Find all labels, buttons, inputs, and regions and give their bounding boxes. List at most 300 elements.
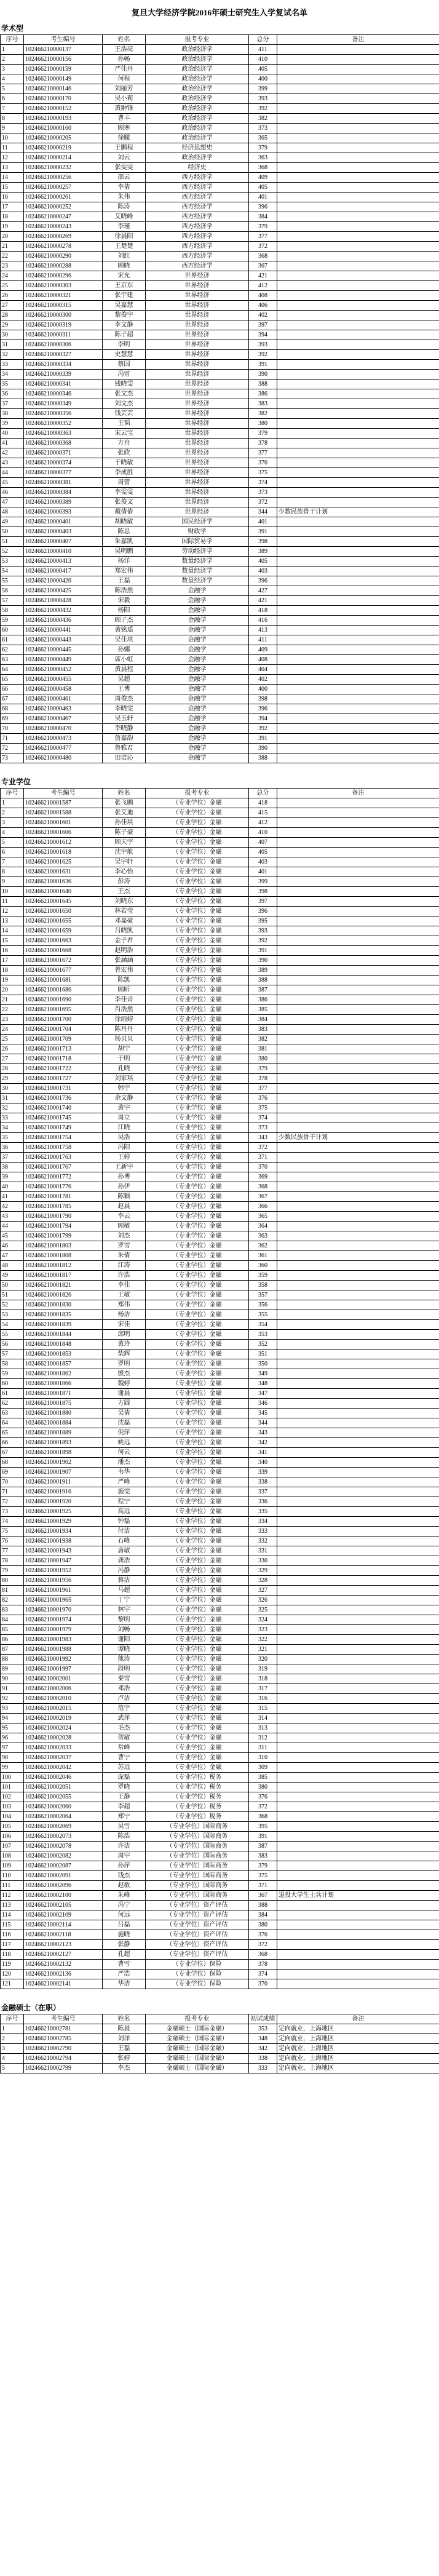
cell-major: （专业学位）金融: [146, 1733, 249, 1743]
cell-major: 金融学: [146, 645, 249, 655]
cell-major: （专业学位）金融: [146, 1123, 249, 1133]
table-row: [1, 419, 439, 429]
cell-major: 政治经济学: [146, 114, 249, 124]
cell-major: （专业学位）金融: [146, 1202, 249, 1212]
table-row: [1, 1802, 439, 1812]
cell-score: 353: [249, 2024, 277, 2034]
header-name: 姓名: [103, 35, 146, 45]
cell-exam-id: 102466210002091: [24, 1871, 103, 1881]
roster-table: [0, 788, 439, 1989]
cell-index: 98: [1, 1753, 24, 1763]
cell-exam-id: 102466210002141: [24, 1979, 103, 1989]
cell-score: 332: [249, 1536, 277, 1546]
table-row: [1, 1133, 439, 1143]
cell-score: 409: [249, 173, 277, 183]
table-row: [1, 1743, 439, 1753]
cell-exam-id: 102466210002024: [24, 1723, 103, 1733]
cell-index: 69: [1, 714, 24, 724]
cell-name: 刘云: [103, 153, 146, 163]
cell-major: （专业学位）金融: [146, 1064, 249, 1074]
cell-name: 潘杰: [103, 1458, 146, 1468]
cell-remark: [277, 399, 439, 409]
cell-name: 余文静: [103, 1094, 146, 1103]
document-title: 复旦大学经济学院2016年硕士研究生入学复试名单: [131, 8, 307, 17]
cell-remark: [277, 936, 439, 946]
table-row: [1, 2044, 439, 2054]
cell-remark: [277, 956, 439, 966]
cell-remark: [277, 1753, 439, 1763]
cell-name: 朱伟: [103, 193, 146, 202]
table-row: [1, 498, 439, 507]
cell-exam-id: 102466210002015: [24, 1704, 103, 1714]
cell-major: （专业学位）金融: [146, 1212, 249, 1222]
cell-exam-id: 102466210001668: [24, 946, 103, 956]
cell-index: 77: [1, 1546, 24, 1556]
cell-remark: [277, 1438, 439, 1448]
cell-index: 18: [1, 966, 24, 976]
cell-name: 王婷: [103, 1153, 146, 1163]
table-row: [1, 1477, 439, 1487]
cell-remark: [277, 1192, 439, 1202]
cell-major: 数量经济学: [146, 576, 249, 586]
cell-index: 47: [1, 498, 24, 507]
cell-name: 吴倩: [103, 1409, 146, 1418]
cell-remark: [277, 1143, 439, 1153]
cell-index: 27: [1, 301, 24, 311]
cell-index: 45: [1, 1231, 24, 1241]
cell-score: 411: [249, 45, 277, 55]
cell-name: 王博: [103, 685, 146, 694]
cell-exam-id: 102466210002087: [24, 1861, 103, 1871]
table-row: [1, 163, 439, 173]
cell-exam-id: 102466210001839: [24, 1320, 103, 1330]
cell-name: 范宇: [103, 1704, 146, 1714]
cell-major: （专业学位）国际商务: [146, 1851, 249, 1861]
cell-major: 政治经济学: [146, 45, 249, 55]
cell-major: （专业学位）金融: [146, 1586, 249, 1596]
cell-index: 64: [1, 665, 24, 675]
table-row: [1, 936, 439, 946]
cell-name: 罗晓: [103, 1783, 146, 1792]
cell-major: （专业学位）资产评估: [146, 1940, 249, 1950]
cell-remark: [277, 1340, 439, 1350]
cell-score: 355: [249, 1310, 277, 1320]
cell-major: （专业学位）金融: [146, 1428, 249, 1438]
cell-remark: [277, 867, 439, 877]
cell-index: 99: [1, 1763, 24, 1773]
cell-score: 391: [249, 734, 277, 744]
cell-remark: [277, 1428, 439, 1438]
cell-index: 113: [1, 1901, 24, 1910]
cell-remark: [277, 1310, 439, 1320]
cell-remark: [277, 857, 439, 867]
cell-remark: [277, 360, 439, 370]
cell-remark: [277, 1330, 439, 1340]
cell-remark: [277, 1684, 439, 1694]
cell-index: 40: [1, 429, 24, 439]
cell-major: （专业学位）金融: [146, 1231, 249, 1241]
cell-major: （专业学位）金融: [146, 1094, 249, 1103]
cell-remark: [277, 1468, 439, 1477]
cell-major: （专业学位）金融: [146, 1350, 249, 1359]
cell-major: 政治经济学: [146, 124, 249, 133]
cell-exam-id: 102466210000319: [24, 320, 103, 330]
cell-name: 赵敏: [103, 1881, 146, 1891]
cell-major: （专业学位）金融: [146, 1763, 249, 1773]
cell-index: 6: [1, 94, 24, 104]
cell-remark: 定向就业，上海地区: [277, 2064, 439, 2073]
cell-index: 34: [1, 1123, 24, 1133]
table-row: [1, 389, 439, 399]
table-row: [1, 1723, 439, 1733]
header-score: 总分: [249, 35, 277, 45]
cell-index: 109: [1, 1861, 24, 1871]
cell-major: 数量经济学: [146, 566, 249, 576]
cell-exam-id: 102466210000463: [24, 704, 103, 714]
cell-name: 王杰: [103, 887, 146, 897]
cell-major: （专业学位）金融: [146, 1271, 249, 1281]
header-remark: 备注: [277, 2014, 439, 2024]
cell-score: 396: [249, 576, 277, 586]
cell-name: 宋佳: [103, 1320, 146, 1330]
cell-name: 詹嘉韵: [103, 734, 146, 744]
cell-name: 钱晓雯: [103, 380, 146, 389]
table-row: [1, 1763, 439, 1773]
cell-remark: [277, 1586, 439, 1596]
table-row: [1, 818, 439, 828]
cell-remark: [277, 1290, 439, 1300]
table-row: [1, 1064, 439, 1074]
cell-score: 392: [249, 104, 277, 114]
cell-name: 程宁: [103, 1497, 146, 1507]
cell-major: 世界经济: [146, 291, 249, 301]
cell-name: 孙娜: [103, 645, 146, 655]
cell-index: 90: [1, 1674, 24, 1684]
cell-name: 宋毅: [103, 596, 146, 606]
cell-exam-id: 102466210000339: [24, 370, 103, 380]
cell-exam-id: 102466210000417: [24, 566, 103, 576]
cell-major: （专业学位）金融: [146, 1340, 249, 1350]
cell-score: 384: [249, 1015, 277, 1025]
cell-name: 钟磊: [103, 1517, 146, 1527]
cell-score: 382: [249, 114, 277, 124]
cell-major: 世界经济: [146, 311, 249, 320]
cell-major: （专业学位）金融: [146, 1694, 249, 1704]
cell-index: 23: [1, 1015, 24, 1025]
table-row: [1, 202, 439, 212]
cell-major: （专业学位）金融: [146, 897, 249, 907]
table-row: [1, 1851, 439, 1861]
cell-score: 363: [249, 153, 277, 163]
cell-name: 柴辉: [103, 1350, 146, 1359]
cell-exam-id: 102466210001911: [24, 1477, 103, 1487]
cell-index: 10: [1, 887, 24, 897]
cell-remark: [277, 1901, 439, 1910]
cell-remark: [277, 635, 439, 645]
cell-remark: [277, 173, 439, 183]
cell-score: 380: [249, 1920, 277, 1930]
cell-major: 西方经济学: [146, 173, 249, 183]
cell-name: 黄宇: [103, 1103, 146, 1113]
cell-remark: [277, 808, 439, 818]
cell-name: 韦华: [103, 1468, 146, 1477]
cell-remark: [277, 193, 439, 202]
cell-index: 62: [1, 1399, 24, 1409]
section-spacer: [0, 763, 439, 773]
cell-name: 李杰: [103, 2064, 146, 2073]
cell-score: 390: [249, 956, 277, 966]
cell-index: 2: [1, 55, 24, 65]
cell-remark: [277, 1123, 439, 1133]
cell-index: 21: [1, 242, 24, 252]
cell-score: 361: [249, 1251, 277, 1261]
cell-index: 75: [1, 1527, 24, 1536]
cell-exam-id: 102466210002096: [24, 1881, 103, 1891]
cell-major: 西方经济学: [146, 212, 249, 222]
cell-major: 世界经济: [146, 478, 249, 488]
table-row: [1, 1527, 439, 1536]
cell-name: 段明: [103, 1664, 146, 1674]
cell-name: 吕磊: [103, 1920, 146, 1930]
cell-score: 410: [249, 55, 277, 65]
cell-index: 80: [1, 1576, 24, 1586]
table-row: [1, 84, 439, 94]
cell-name: 陈凯: [103, 976, 146, 985]
cell-name: 刘家琪: [103, 1074, 146, 1084]
cell-name: 钱芸芸: [103, 409, 146, 419]
cell-name: 胡宁: [103, 1044, 146, 1054]
cell-name: 熊涛: [103, 1655, 146, 1664]
cell-major: （专业学位）金融: [146, 1379, 249, 1389]
cell-score: 341: [249, 1448, 277, 1458]
cell-remark: [277, 897, 439, 907]
cell-exam-id: 102466210001947: [24, 1556, 103, 1566]
cell-exam-id: 102466210002082: [24, 1851, 103, 1861]
cell-major: （专业学位）金融: [146, 1044, 249, 1054]
cell-score: 348: [249, 1379, 277, 1389]
table-row: [1, 1153, 439, 1163]
cell-score: 365: [249, 1212, 277, 1222]
cell-exam-id: 102466210001875: [24, 1399, 103, 1409]
cell-index: 33: [1, 1113, 24, 1123]
header-index: 序号: [1, 2014, 24, 2024]
cell-score: 389: [249, 547, 277, 557]
cell-name: 刘晓东: [103, 897, 146, 907]
cell-remark: [277, 133, 439, 143]
cell-name: 周蕾: [103, 478, 146, 488]
table-row: [1, 1222, 439, 1231]
cell-major: 世界经济: [146, 340, 249, 350]
cell-score: 369: [249, 1172, 277, 1182]
table-row: [1, 1901, 439, 1910]
cell-remark: [277, 1497, 439, 1507]
cell-name: 顾子杰: [103, 616, 146, 626]
cell-index: 50: [1, 1281, 24, 1290]
cell-name: 陈晨: [103, 2024, 146, 2034]
cell-major: （专业学位）资产评估: [146, 1920, 249, 1930]
cell-exam-id: 102466210000137: [24, 45, 103, 55]
cell-major: （专业学位）金融: [146, 1645, 249, 1655]
cell-index: 108: [1, 1851, 24, 1861]
cell-index: 61: [1, 1389, 24, 1399]
table-row: [1, 527, 439, 537]
cell-index: 27: [1, 1054, 24, 1064]
cell-remark: [277, 1113, 439, 1123]
cell-index: 88: [1, 1655, 24, 1664]
cell-score: 373: [249, 124, 277, 133]
table-row: [1, 985, 439, 995]
cell-major: 世界经济: [146, 360, 249, 370]
cell-remark: [277, 468, 439, 478]
cell-remark: [277, 1733, 439, 1743]
cell-major: （专业学位）国际商务: [146, 1891, 249, 1901]
cell-index: 31: [1, 340, 24, 350]
cell-name: 孙博: [103, 1172, 146, 1182]
cell-major: （专业学位）金融: [146, 1074, 249, 1084]
cell-index: 2: [1, 808, 24, 818]
cell-major: （专业学位）金融: [146, 1418, 249, 1428]
cell-name: 卢洁: [103, 1694, 146, 1704]
cell-exam-id: 102466210001631: [24, 867, 103, 877]
cell-major: 世界经济: [146, 498, 249, 507]
cell-major: 金融学: [146, 694, 249, 704]
cell-score: 376: [249, 458, 277, 468]
table-row: [1, 655, 439, 665]
cell-remark: [277, 350, 439, 360]
cell-exam-id: 102466210000256: [24, 173, 103, 183]
table-row: [1, 1123, 439, 1133]
cell-remark: [277, 1812, 439, 1822]
cell-score: 411: [249, 635, 277, 645]
cell-score: 394: [249, 330, 277, 340]
cell-remark: [277, 547, 439, 557]
cell-name: 张文杰: [103, 389, 146, 399]
cell-exam-id: 102466210001934: [24, 1527, 103, 1536]
table-row: [1, 1300, 439, 1310]
cell-remark: [277, 1389, 439, 1399]
table-row: [1, 1792, 439, 1802]
cell-remark: [277, 124, 439, 133]
cell-score: 317: [249, 1684, 277, 1694]
cell-score: 366: [249, 1202, 277, 1212]
cell-exam-id: 102466210001817: [24, 1271, 103, 1281]
table-row: [1, 798, 439, 808]
cell-major: 西方经济学: [146, 202, 249, 212]
cell-major: 金融学: [146, 744, 249, 753]
cell-major: 国民经济学: [146, 517, 249, 527]
cell-name: 张宇建: [103, 291, 146, 301]
cell-name: 黎明: [103, 1615, 146, 1625]
cell-name: 冯雷: [103, 370, 146, 380]
cell-exam-id: 102466210000443: [24, 635, 103, 645]
cell-exam-id: 102466210001826: [24, 1290, 103, 1300]
table-row: [1, 877, 439, 887]
table-row: [1, 1428, 439, 1438]
cell-name: 史慧慧: [103, 350, 146, 360]
cell-exam-id: 102466210000449: [24, 655, 103, 665]
cell-index: 58: [1, 1359, 24, 1369]
cell-remark: [277, 1704, 439, 1714]
table-row: [1, 1664, 439, 1674]
cell-score: 376: [249, 1792, 277, 1802]
cell-major: 国际贸易学: [146, 537, 249, 547]
table-row: [1, 1163, 439, 1172]
cell-index: 58: [1, 606, 24, 616]
table-row: [1, 1487, 439, 1497]
cell-name: 吴超: [103, 675, 146, 685]
cell-index: 111: [1, 1881, 24, 1891]
cell-name: 陈浩: [103, 1832, 146, 1842]
cell-score: 344: [249, 507, 277, 517]
cell-score: 356: [249, 1300, 277, 1310]
table-row: [1, 1084, 439, 1094]
cell-remark: [277, 1655, 439, 1664]
cell-name: 陈涛: [103, 202, 146, 212]
cell-index: 23: [1, 261, 24, 271]
cell-score: 384: [249, 212, 277, 222]
cell-remark: [277, 1231, 439, 1241]
cell-remark: [277, 1202, 439, 1212]
cell-major: 世界经济: [146, 409, 249, 419]
cell-major: （专业学位）金融: [146, 877, 249, 887]
cell-remark: [277, 1182, 439, 1192]
cell-major: 世界经济: [146, 330, 249, 340]
cell-name: 张俊文: [103, 498, 146, 507]
cell-score: 403: [249, 857, 277, 867]
cell-exam-id: 102466210001835: [24, 1310, 103, 1320]
cell-name: 孙萍: [103, 1861, 146, 1871]
cell-remark: [277, 1409, 439, 1418]
cell-exam-id: 102466210000288: [24, 261, 103, 271]
cell-major: （专业学位）金融: [146, 1222, 249, 1231]
cell-major: （专业学位）金融: [146, 1723, 249, 1733]
cell-index: 25: [1, 1035, 24, 1044]
cell-index: 29: [1, 320, 24, 330]
cell-score: 322: [249, 1635, 277, 1645]
table-row: [1, 1920, 439, 1930]
cell-name: 孔超: [103, 1950, 146, 1960]
cell-index: 34: [1, 370, 24, 380]
table-row: [1, 409, 439, 419]
cell-remark: [277, 1163, 439, 1172]
cell-score: 343: [249, 1133, 277, 1143]
cell-index: 12: [1, 907, 24, 916]
cell-index: 1: [1, 798, 24, 808]
cell-name: 秦雪: [103, 1674, 146, 1684]
cell-name: 毛杰: [103, 1723, 146, 1733]
cell-name: 陈子超: [103, 330, 146, 340]
cell-remark: [277, 212, 439, 222]
cell-remark: 定向就业，上海地区: [277, 2044, 439, 2054]
cell-exam-id: 102466210000384: [24, 488, 103, 498]
cell-index: 76: [1, 1536, 24, 1546]
cell-score: 338: [249, 2054, 277, 2064]
cell-remark: [277, 104, 439, 114]
cell-score: 345: [249, 1409, 277, 1418]
cell-index: 47: [1, 1251, 24, 1261]
table-row: [1, 1930, 439, 1940]
cell-score: 398: [249, 694, 277, 704]
table-row: [1, 1576, 439, 1586]
table-row: [1, 645, 439, 655]
cell-name: 邓浩: [103, 1684, 146, 1694]
cell-remark: [277, 1369, 439, 1379]
cell-remark: [277, 1792, 439, 1802]
table-row: [1, 1468, 439, 1477]
cell-major: 世界经济: [146, 271, 249, 281]
cell-index: 73: [1, 753, 24, 763]
cell-major: 金融硕士（国际金融）: [146, 2054, 249, 2064]
